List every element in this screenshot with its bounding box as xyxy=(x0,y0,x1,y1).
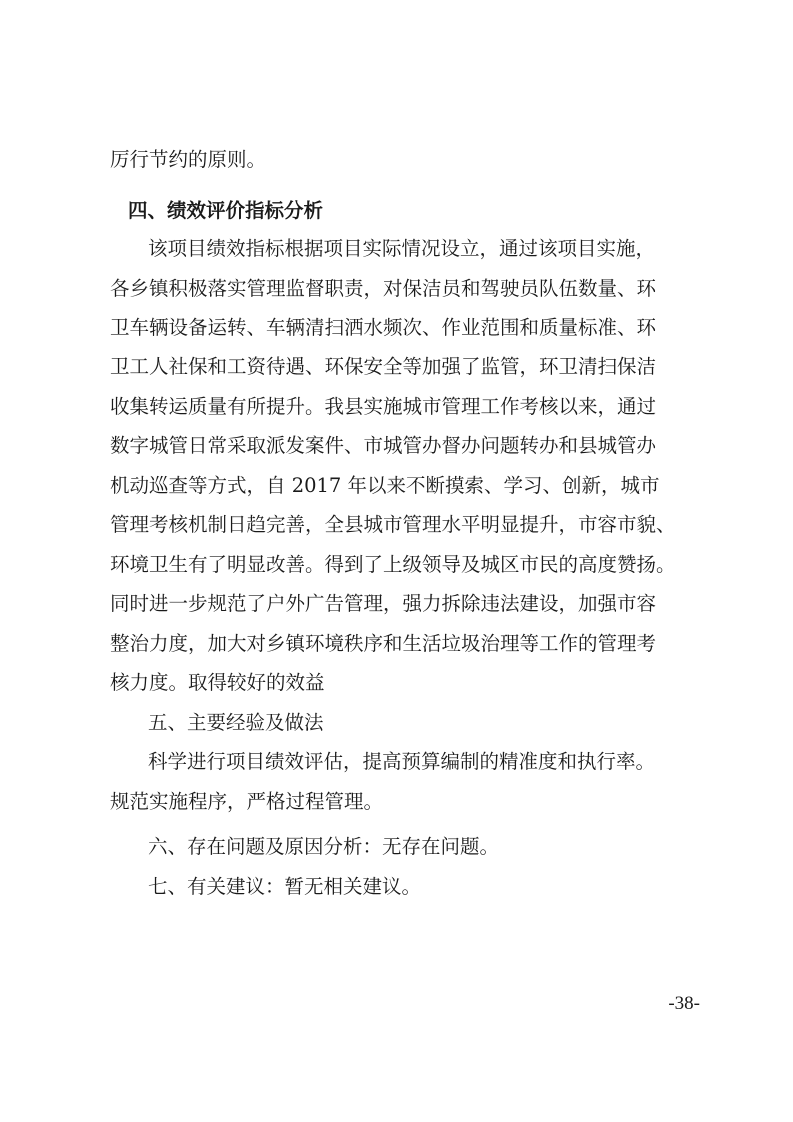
paragraph-line: 卫车辆设备运转、车辆清扫洒水频次、作业范围和质量标准、环 xyxy=(110,316,657,339)
page-number: -38- xyxy=(668,993,700,1014)
paragraph-line: 科学进行项目绩效评估，提高预算编制的精准度和执行率。 xyxy=(148,750,656,773)
section-heading-4: 四、绩效评价指标分析 xyxy=(128,199,324,222)
paragraph-line: 整治力度，加大对乡镇环境秩序和生活垃圾治理等工作的管理考 xyxy=(110,632,657,655)
paragraph-line: 卫工人社保和工资待遇、环保安全等加强了监管，环卫清扫保洁 xyxy=(110,355,657,378)
paragraph-line: 环境卫生有了明显改善。得到了上级领导及城区市民的高度赞扬。 xyxy=(110,553,676,576)
paragraph-line: 各乡镇积极落实管理监督职责，对保洁员和驾驶员队伍数量、环 xyxy=(110,277,657,300)
paragraph-line: 规范实施程序，严格过程管理。 xyxy=(110,790,384,813)
section-heading-6: 六、存在问题及原因分析：无存在问题。 xyxy=(148,835,500,858)
paragraph-line: 管理考核机制日趋完善，全县城市管理水平明显提升，市容市貌、 xyxy=(110,513,676,536)
section-heading-7: 七、有关建议：暂无相关建议。 xyxy=(148,875,422,898)
paragraph-line: 收集转运质量有所提升。我县实施城市管理工作考核以来，通过 xyxy=(110,395,657,418)
paragraph-line: 机动巡查等方式，自 2017 年以来不断摸索、学习、创新，城市 xyxy=(110,474,660,497)
paragraph-line: 同时进一步规范了户外广告管理，强力拆除违法建设，加强市容 xyxy=(110,592,657,615)
section-heading-5: 五、主要经验及做法 xyxy=(148,711,324,734)
text-line: 厉行节约的原则。 xyxy=(110,148,267,171)
paragraph-line: 核力度。取得较好的效益 xyxy=(110,671,325,694)
paragraph-line: 该项目绩效指标根据项目实际情况设立，通过该项目实施， xyxy=(148,237,656,260)
paragraph-line: 数字城管日常采取派发案件、市城管办督办问题转办和县城管办 xyxy=(110,434,657,457)
